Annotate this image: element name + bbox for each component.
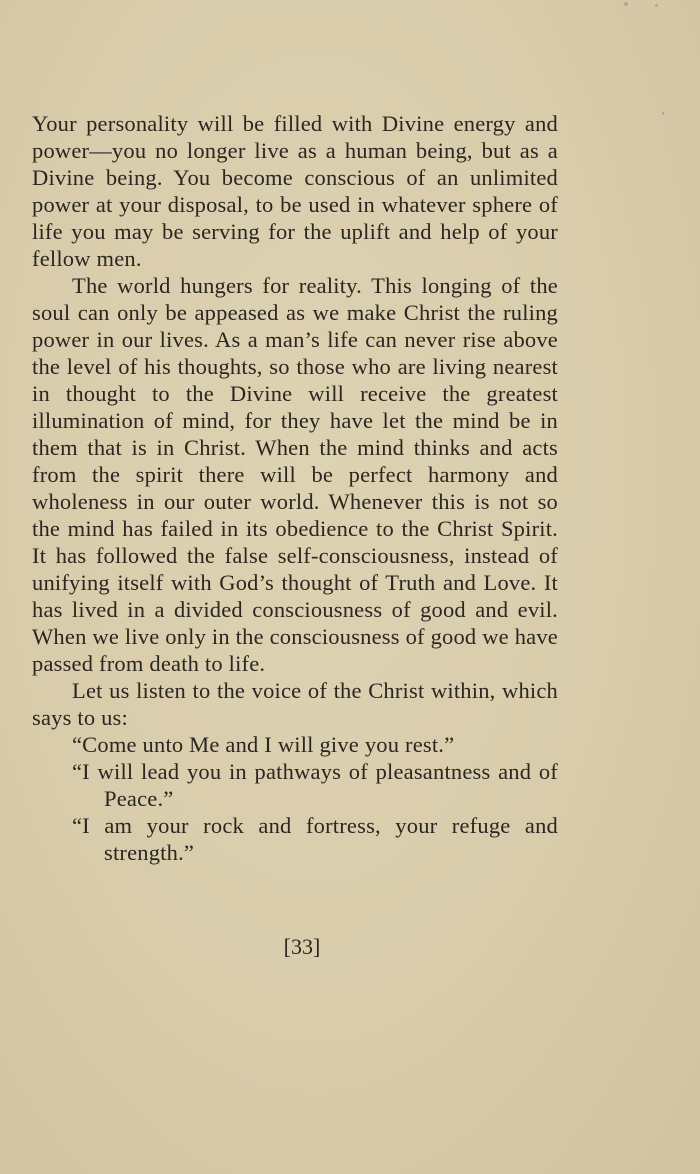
page-number: [33] — [283, 934, 321, 959]
quote-2: “I will lead you in pathways of pleasantness and of Peace.” — [72, 759, 558, 811]
paper-speck — [624, 2, 628, 6]
page-body — [32, 110, 558, 866]
quote-3: “I am your rock and fortress, your refuge and strength.” — [72, 813, 558, 865]
quote-1: “Come unto Me and I will give you rest.” — [72, 732, 455, 757]
paragraph-2: The world hungers for reality. This longing of the soul can only be appeased as we make Christ the ruling power in our lives. As a man’s life can never rise above the level of his thoughts, so those who are living nearest in thought to the Divine will receive the greatest illumination of mind, for they have let the mind be in them that is in Christ. When the mind thinks and acts from the spirit there will be perfect harmony and wholeness in our outer world. Whenever this is not so the mind has failed in its obedience to the Christ Spirit. It has followed the false self-consciousness, instead of unifying itself with God’s thought of Truth and Love. It has lived in a divided consciousness of good and evil. When we live only in the consciousness of good we have passed from death to life. — [32, 273, 558, 676]
paper-speck — [655, 4, 658, 7]
paragraph-3: Let us listen to the voice of the Christ within, which says to us: — [32, 678, 558, 730]
paragraph-1: Your personality will be filled with Divine energy and power—you no longer live as a human being, but as a Divine being. You become conscious of an unlimited power at your disposal, to be used in whatever sphere of life you may be serving for the uplift and help of your fellow men. — [32, 111, 558, 271]
paper-speck — [662, 112, 664, 115]
